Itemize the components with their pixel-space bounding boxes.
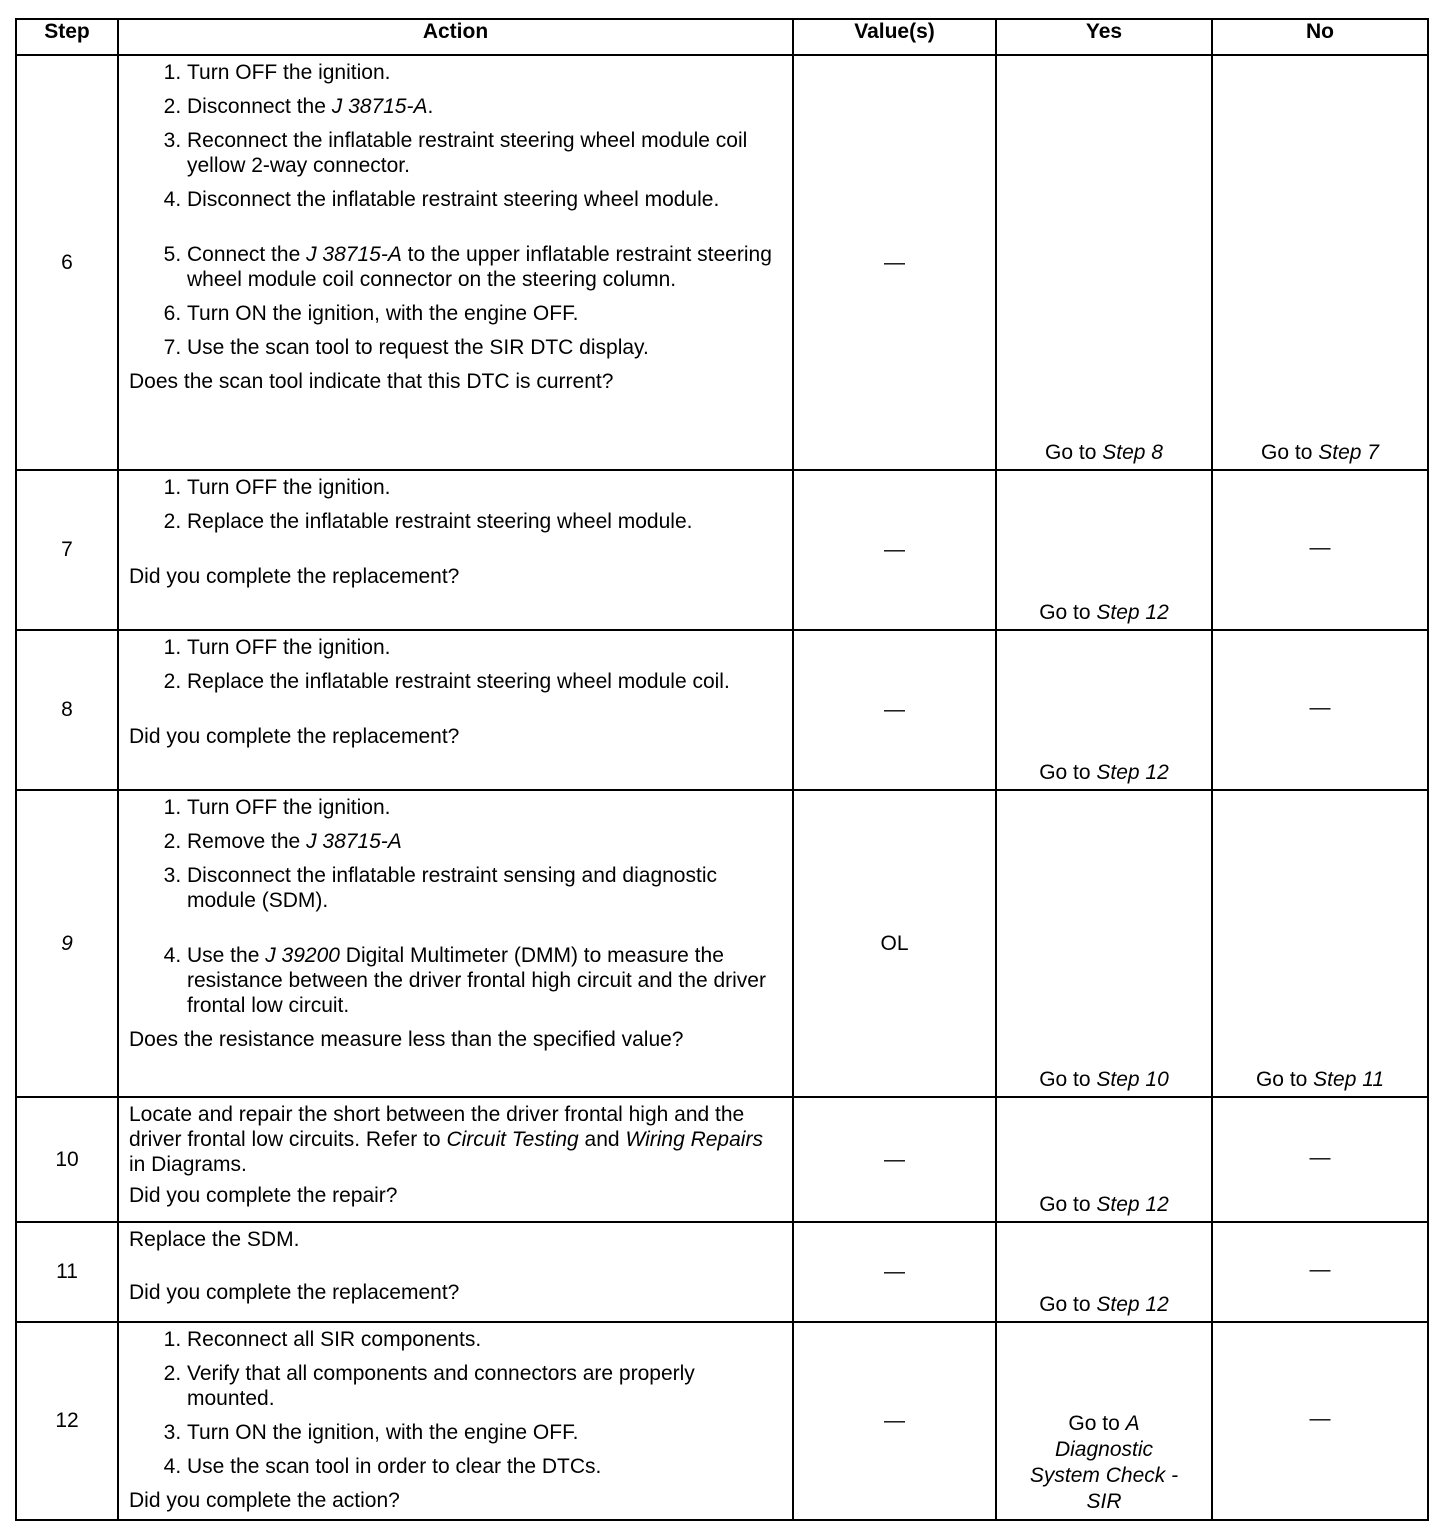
header-values: Value(s): [793, 19, 996, 55]
action-item: 2. Verify that all components and connectors are properly mounted.: [187, 1361, 782, 1411]
no-cell: —: [1212, 630, 1428, 790]
no-cell: Go to Step 7: [1212, 55, 1428, 470]
step-number: 6: [16, 55, 118, 470]
action-item: 2. Replace the inflatable restraint steering wheel module.: [187, 509, 782, 534]
yes-cell: Go to Step 12: [996, 630, 1212, 790]
value-cell: —: [793, 1222, 996, 1322]
action-question: Did you complete the action?: [129, 1489, 400, 1512]
action-item: 1. Turn OFF the ignition.: [187, 60, 782, 85]
table-row-step-11: [16, 1222, 1428, 1322]
action-cell: [118, 790, 793, 1097]
value-cell: —: [793, 1097, 996, 1222]
step-number: 7: [16, 470, 118, 630]
action-cell: [118, 1322, 793, 1520]
action-item: 1. Reconnect all SIR components.: [187, 1327, 782, 1352]
action-list: [129, 795, 782, 1018]
no-cell: —: [1212, 1322, 1428, 1520]
action-cell: [118, 470, 793, 630]
action-cell: [118, 1097, 793, 1222]
action-item: 2. Replace the inflatable restraint steering wheel module coil.: [187, 669, 782, 694]
action-question: Did you complete the replacement?: [129, 1281, 460, 1304]
no-cell: —: [1212, 470, 1428, 630]
action-item: 3. Disconnect the inflatable restraint sensing and diagnostic module (SDM).: [187, 863, 782, 913]
yes-cell: Go to Step 8: [996, 55, 1212, 470]
action-item: 6. Turn ON the ignition, with the engine OFF.: [187, 301, 782, 326]
action-item: 7. Use the scan tool to request the SIR DTC display.: [187, 335, 782, 360]
action-question: Did you complete the replacement?: [129, 725, 460, 748]
action-paragraph: Locate and repair the short between the driver frontal high and the driver frontal low circuits. Refer to Circuit Testing and Wiring Repairs in Diagrams.: [129, 1103, 763, 1176]
header-no: No: [1212, 19, 1428, 55]
action-question: Did you complete the replacement?: [129, 565, 460, 588]
action-question: Does the resistance measure less than the specified value?: [129, 1028, 684, 1051]
step-number: 11: [16, 1222, 118, 1322]
value-cell: —: [793, 55, 996, 470]
header-yes: Yes: [996, 19, 1212, 55]
yes-cell: Go to Step 10: [996, 790, 1212, 1097]
action-question: Did you complete the repair?: [129, 1184, 398, 1207]
action-item: 4. Use the J 39200 Digital Multimeter (DMM) to measure the resistance between the driver frontal high circuit and the driver frontal low circuit.: [187, 943, 782, 1018]
action-cell: [118, 630, 793, 790]
action-item: 1. Turn OFF the ignition.: [187, 635, 782, 660]
value-cell: —: [793, 630, 996, 790]
header-action: Action: [118, 19, 793, 55]
step-number: 10: [16, 1097, 118, 1222]
action-list: [129, 1327, 782, 1479]
value-cell: —: [793, 1322, 996, 1520]
value-cell: OL: [793, 790, 996, 1097]
action-list: [129, 635, 782, 694]
diagnostic-table: [15, 18, 1429, 1521]
action-item: 3. Turn ON the ignition, with the engine OFF.: [187, 1420, 782, 1445]
action-item: 4. Use the scan tool in order to clear the DTCs.: [187, 1454, 782, 1479]
action-item: 3. Reconnect the inflatable restraint steering wheel module coil yellow 2-way connector.: [187, 128, 782, 178]
yes-cell: Go to Step 12: [996, 1222, 1212, 1322]
table-row-step-10: [16, 1097, 1428, 1222]
yes-cell: Go to A Diagnostic System Check - SIR: [996, 1322, 1212, 1520]
step-number: 9: [16, 790, 118, 1097]
action-item: 2. Remove the J 38715-A: [187, 829, 782, 854]
no-cell: —: [1212, 1097, 1428, 1222]
action-item: 5. Connect the J 38715-A to the upper inflatable restraint steering wheel module coil connector on the steering column.: [187, 242, 782, 292]
table-row-step-9: [16, 790, 1428, 1097]
header-step: Step: [16, 19, 118, 55]
action-list: [129, 60, 782, 360]
value-cell: —: [793, 470, 996, 630]
step-number: 8: [16, 630, 118, 790]
no-cell: —: [1212, 1222, 1428, 1322]
action-paragraph: Replace the SDM.: [129, 1228, 300, 1251]
table-row-step-7: [16, 470, 1428, 630]
action-item: 1. Turn OFF the ignition.: [187, 475, 782, 500]
action-item: 4. Disconnect the inflatable restraint steering wheel module.: [187, 187, 782, 212]
action-item: 2. Disconnect the J 38715-A.: [187, 94, 782, 119]
table-row-step-8: [16, 630, 1428, 790]
no-cell: Go to Step 11: [1212, 790, 1428, 1097]
action-item: 1. Turn OFF the ignition.: [187, 795, 782, 820]
table-row-step-6: [16, 55, 1428, 470]
action-question: Does the scan tool indicate that this DTC is current?: [129, 370, 614, 393]
action-list: [129, 475, 782, 534]
yes-cell: Go to Step 12: [996, 1097, 1212, 1222]
header-row: [16, 19, 1428, 55]
step-number: 12: [16, 1322, 118, 1520]
yes-cell: Go to Step 12: [996, 470, 1212, 630]
action-cell: [118, 1222, 793, 1322]
table-row-step-12: [16, 1322, 1428, 1520]
action-cell: [118, 55, 793, 470]
